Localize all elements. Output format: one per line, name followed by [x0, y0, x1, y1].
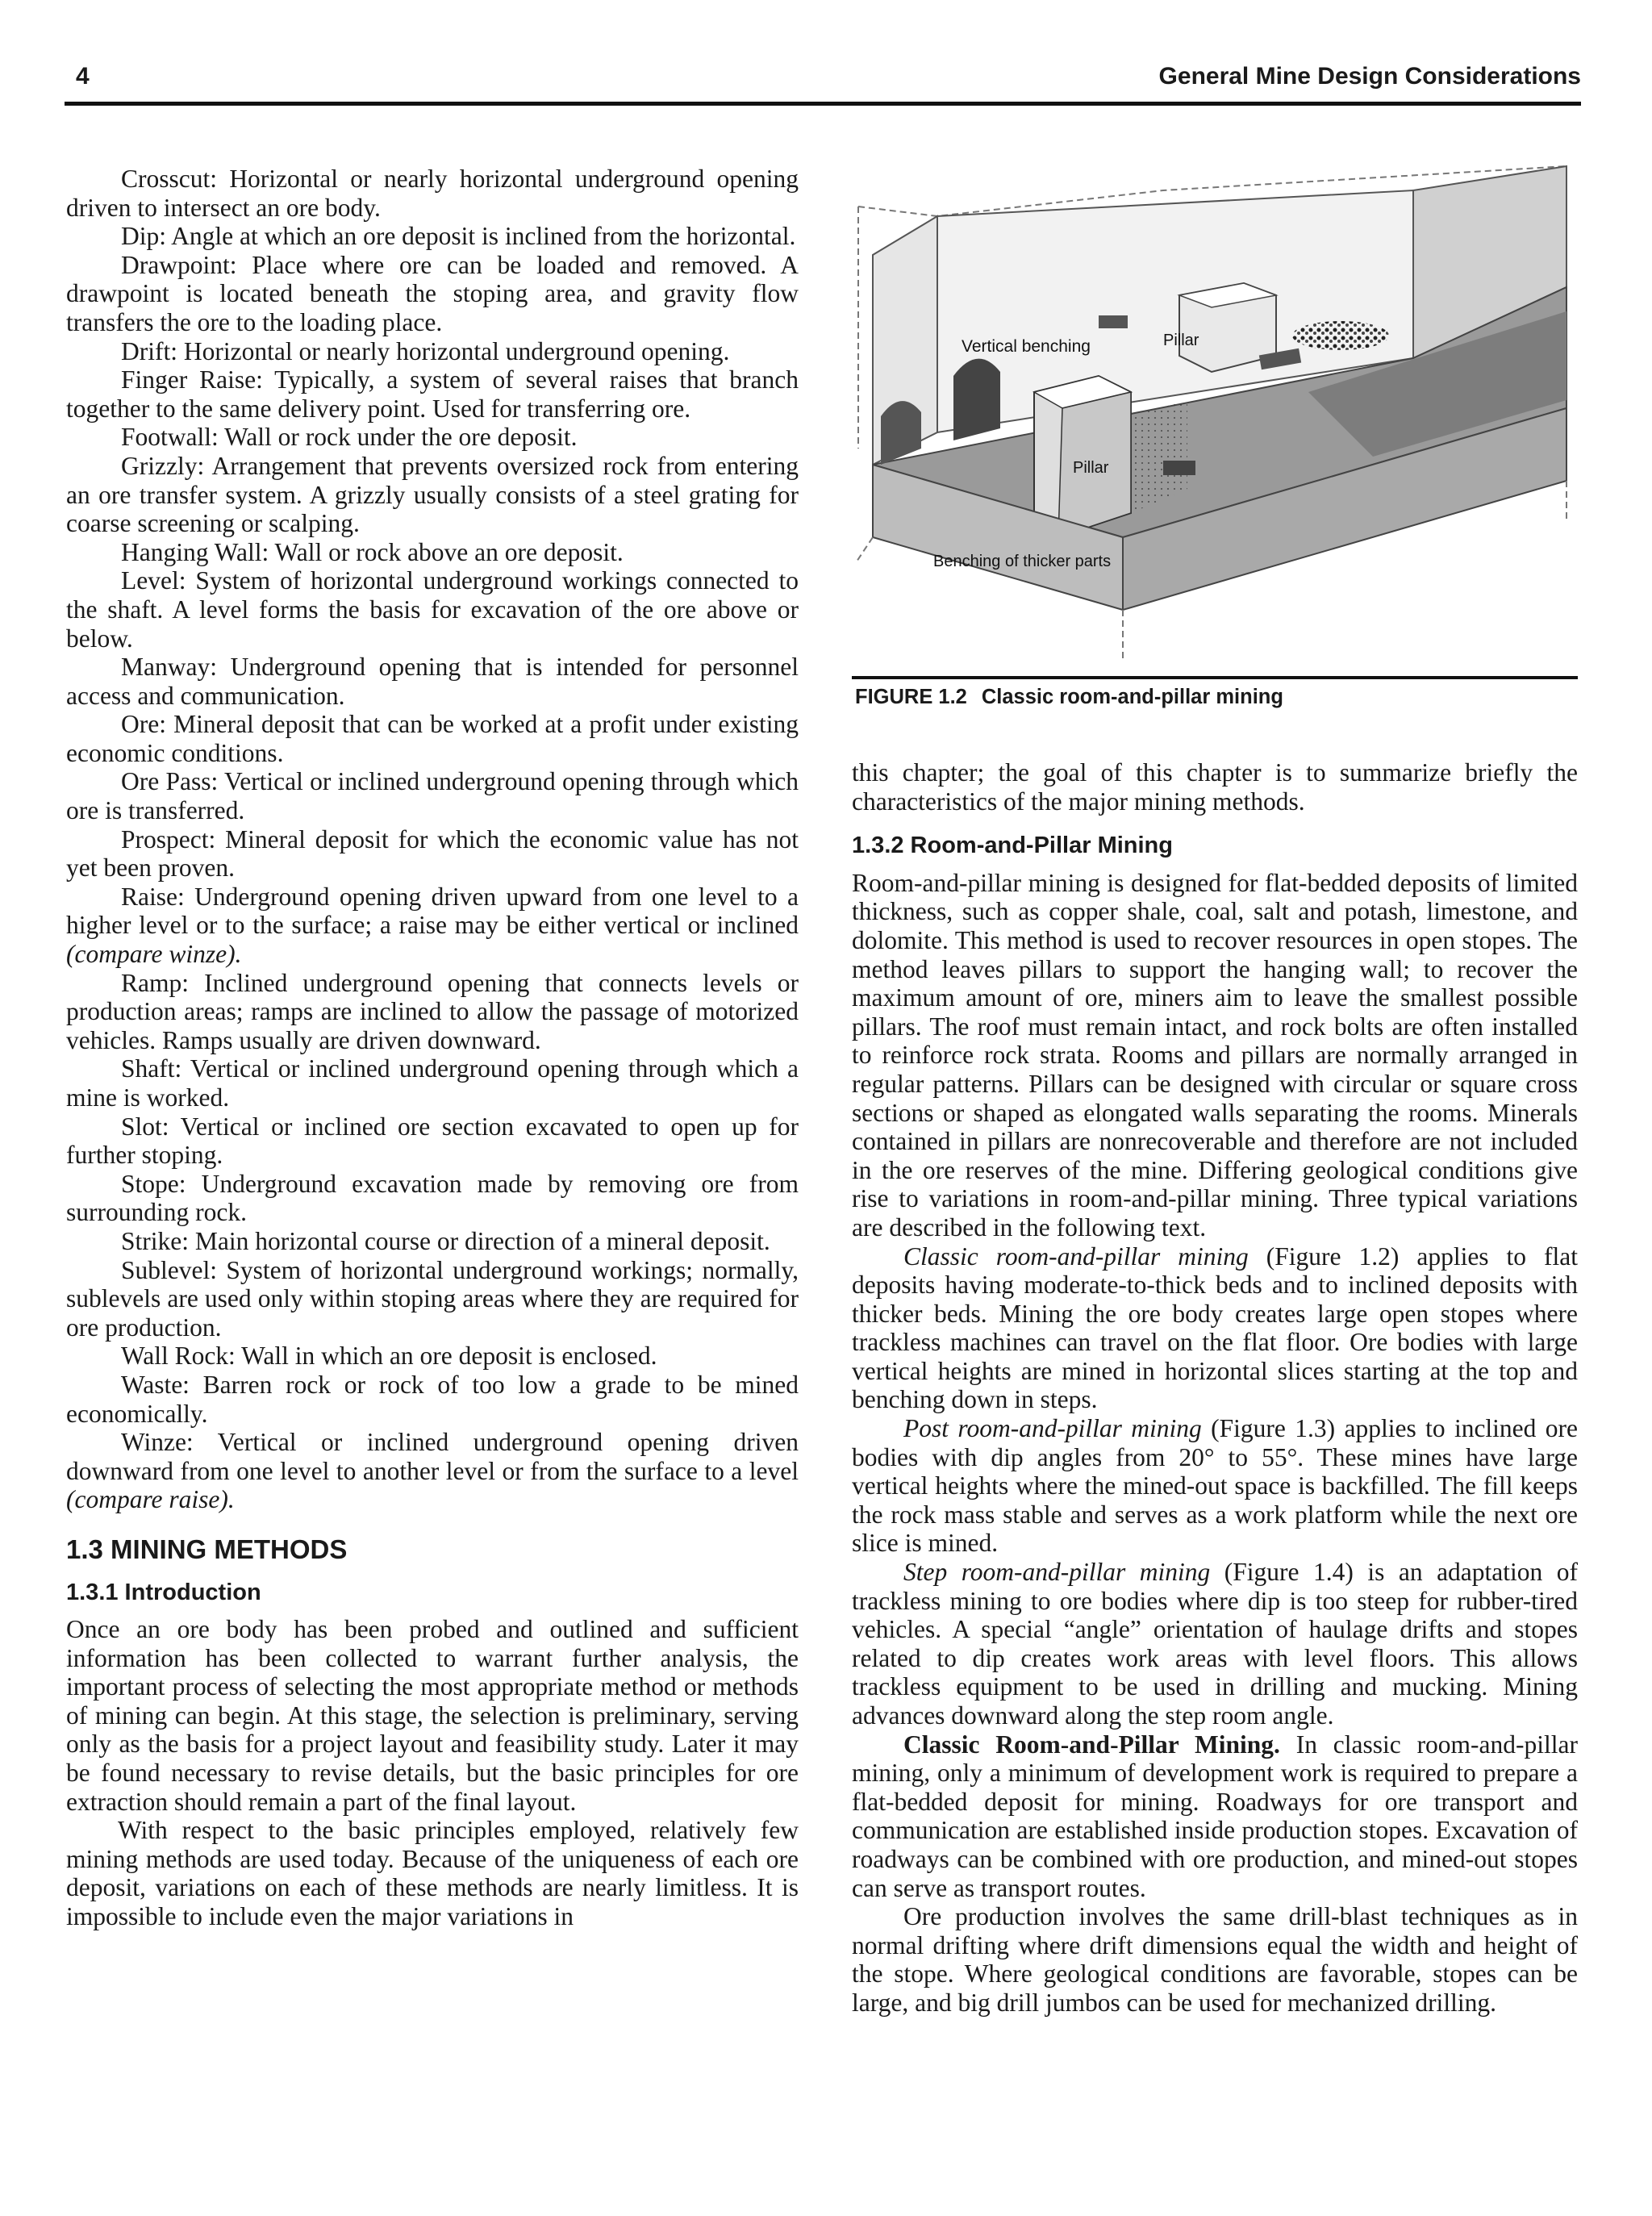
glossary-entry [66, 337, 799, 366]
continuation-paragraph: this chapter; the goal of this chapter is to summarize briefly the characteristics of the major mining methods. [852, 758, 1578, 816]
glossary-entry [66, 710, 799, 767]
glossary-term: Shaft: [121, 1054, 182, 1083]
label-benching: Benching of thicker parts [933, 553, 1112, 570]
glossary-term: Ore: [121, 710, 166, 739]
glossary-entry [66, 969, 799, 1055]
section-heading-mining-methods: 1.3 MINING METHODS [66, 1534, 348, 1564]
glossary-term: Ramp: [121, 968, 189, 997]
glossary-definition: System of horizontal underground workings; normally, sublevels are used only within stoping areas where they are required for ore production. [66, 1255, 799, 1342]
room-pillar-paragraph-4 [852, 1558, 1578, 1730]
glossary-definition: Underground excavation made by removing ore from surrounding rock. [66, 1169, 799, 1227]
classic-lead: Classic room-and-pillar mining [903, 1242, 1249, 1271]
glossary-entry [66, 825, 799, 883]
glossary-definition: System of horizontal underground workings connected to the shaft. A level forms the basis for excavation of the ore above or below. [66, 566, 799, 653]
subsection-heading-room-and-pillar: 1.3.2 Room-and-Pillar Mining [852, 833, 1173, 859]
glossary-entry [66, 653, 799, 710]
glossary-term: Level: [121, 566, 186, 595]
glossary-term: Crosscut: [121, 165, 218, 193]
room-pillar-paragraph-2 [852, 1242, 1578, 1415]
page-number: 4 [76, 63, 90, 90]
figure-room-and-pillar [857, 158, 1578, 674]
figure-caption [855, 686, 1283, 709]
glossary-crossref: (compare winze). [66, 940, 242, 969]
glossary-entry [66, 1112, 799, 1170]
classic-heading-run: Classic Room-and-Pillar Mining. [903, 1730, 1280, 1759]
label-pillar-front: Pillar [1073, 459, 1109, 477]
glossary-definition: Vertical or inclined underground opening driven downward from one level to another level or from the surface to a level [66, 1428, 799, 1485]
glossary-entry [66, 1170, 799, 1227]
glossary-entry [66, 423, 799, 452]
intro-paragraph-1: Once an ore body has been probed and outlined and sufficient information has been collected to warrant further analysis, the important process of selecting the most appropriate method or methods of mining can begin. At this stage, the selection is preliminary, serving only as the basis for a project layout and feasibility study. Later it may be found necessary to revise details, but the basic principles for ore extraction should remain a part of the final layout. [66, 1615, 799, 1816]
subsection-heading-introduction: 1.3.1 Introduction [66, 1579, 261, 1605]
glossary-entry [66, 767, 799, 824]
glossary-term: Winze: [121, 1428, 194, 1457]
room-pillar-paragraph-5 [852, 1730, 1578, 1903]
glossary-term: Drift: [121, 336, 177, 365]
glossary-term: Hanging Wall: [121, 537, 269, 566]
classic-detail-text: In classic room-and-pillar mining, only a minimum of development work is required to prepare a flat-bedded deposit for mining. Roadways for ore transport and communication are established inside production stopes. Excavation of roadways can be combined with ore production, and mined-out stopes can serve as transport routes. [852, 1730, 1578, 1902]
glossary-term: Prospect: [121, 824, 216, 853]
glossary-definition: Barren rock or rock of too low a grade to be mined economically. [66, 1370, 799, 1428]
glossary-entry [66, 1227, 799, 1256]
glossary-term: Drawpoint: [121, 250, 237, 279]
glossary-definition: Typically, a system of several raises that branch together to the same delivery point. Used for transferring ore. [66, 365, 799, 423]
glossary-term: Finger Raise: [121, 365, 263, 394]
intro-paragraph-2: With respect to the basic principles employed, relatively few mining methods are used today. Because of the uniqueness of each ore deposit, variations on each of these methods are nearly limitless. It is impossible to include even the major variations in [66, 1816, 799, 1931]
glossary-definition: Mineral deposit for which the economic value has not yet been proven. [66, 824, 799, 883]
glossary-term: Strike: [121, 1226, 189, 1255]
glossary-term: Grizzly: [121, 451, 205, 480]
glossary-definition: Vertical or inclined underground opening through which ore is transferred. [66, 767, 799, 825]
step-lead: Step room-and-pillar mining [903, 1558, 1211, 1587]
glossary-definition: Inclined underground opening that connects levels or production areas; ramps are inclined to allow the passage of motorized vehicles. Ramps usually are driven downward. [66, 968, 799, 1054]
left-column [66, 165, 799, 1931]
glossary-entry [66, 165, 799, 222]
glossary-definition: Main horizontal course or direction of a mineral deposit. [194, 1226, 770, 1255]
running-title: General Mine Design Considerations [1158, 63, 1581, 90]
caption-rule [852, 676, 1578, 679]
glossary-term: Dip: [121, 222, 167, 251]
room-pillar-paragraph-6: Ore production involves the same drill-blast techniques as in normal drifting where drift dimensions equal the width and height of the stope. Where geological conditions are favorable, stopes can be large, and big drill jumbos can be used for mechanized drilling. [852, 1902, 1578, 2017]
label-pillar-top: Pillar [1163, 332, 1199, 349]
glossary-definition: Vertical or inclined underground opening through which a mine is worked. [66, 1054, 799, 1112]
room-pillar-paragraph-3 [852, 1414, 1578, 1558]
glossary-term: Waste: [121, 1370, 190, 1399]
glossary-term: Stope: [121, 1169, 186, 1198]
glossary-definition: Wall or rock above an ore deposit. [274, 537, 624, 566]
glossary-term: Ore Pass: [121, 767, 219, 796]
step-text: (Figure 1.4) is an adaptation of trackless mining to ore bodies where dip is too steep for rubber-tired vehicles. A special “angle” orientation of haulage drifts and stopes related to dip creates work areas with level floors. This allows trackless equipment to be used in drilling and mucking. Mining advances downward along the step room angle. [852, 1558, 1578, 1730]
glossary-term: Manway: [121, 653, 217, 682]
glossary-entry [66, 222, 799, 251]
classic-text: (Figure 1.2) applies to flat deposits having moderate-to-thick beds and to inclined deposits with thicker beds. Mining the ore body creates large open stopes where trackless machines can travel on the flat floor. Ore bodies with large vertical heights are mined in horizontal slices starting at the top and benching down in steps. [852, 1242, 1578, 1414]
glossary-definition: Arrangement that prevents oversized rock from entering an ore transfer system. A grizzly usually consists of a steel grating for coarse screening or scalping. [66, 451, 799, 538]
glossary-entry [66, 883, 799, 969]
glossary-definition: Place where ore can be loaded and removed. A drawpoint is located beneath the stoping area, and gravity flow transfers the ore to the loading place. [66, 250, 799, 336]
glossary-entry [66, 1054, 799, 1112]
label-vertical-benching: Vertical benching [962, 337, 1091, 356]
glossary-definition: Wall in which an ore deposit is enclosed. [241, 1342, 657, 1371]
glossary-entry [66, 1428, 799, 1514]
glossary-list [66, 165, 799, 1514]
glossary-term: Raise: [121, 882, 185, 911]
glossary-definition: Wall or rock under the ore deposit. [224, 423, 578, 452]
page-header [65, 63, 1581, 100]
glossary-definition: Underground opening that is intended for personnel access and communication. [66, 653, 799, 710]
glossary-definition: Horizontal or nearly horizontal underground opening driven to intersect an ore body. [66, 165, 799, 222]
glossary-entry [66, 1371, 799, 1428]
glossary-definition: Underground opening driven upward from one level to a higher level or to the surface; a raise may be either vertical or inclined [66, 882, 799, 940]
glossary-definition: Horizontal or nearly horizontal underground opening. [183, 336, 730, 365]
glossary-term: Wall Rock: [121, 1342, 236, 1371]
glossary-entry [66, 1256, 799, 1342]
room-and-pillar-illustration [857, 158, 1578, 674]
glossary-term: Sublevel: [121, 1255, 217, 1284]
glossary-entry [66, 365, 799, 423]
glossary-entry [66, 452, 799, 538]
post-lead: Post room-and-pillar mining [903, 1414, 1202, 1443]
glossary-entry [66, 1342, 799, 1371]
post-text: (Figure 1.3) applies to inclined ore bodies with dip angles from 20° to 55°. These mines have large vertical heights where the mined-out space is backfilled. The fill keeps the rock mass stable and serves as a work platform while the next ore slice is mined. [852, 1414, 1578, 1558]
glossary-entry [66, 251, 799, 337]
glossary-definition: Angle at which an ore deposit is inclined from the horizontal. [171, 222, 796, 251]
glossary-entry [66, 538, 799, 567]
glossary-definition: Mineral deposit that can be worked at a profit under existing economic conditions. [66, 710, 799, 767]
glossary-term: Slot: [121, 1112, 169, 1141]
glossary-entry [66, 566, 799, 653]
glossary-crossref: (compare raise). [66, 1485, 235, 1514]
right-column [852, 758, 1578, 2018]
header-rule [65, 102, 1581, 106]
glossary-definition: Vertical or inclined ore section excavated to open up for further stoping. [66, 1112, 799, 1170]
figure-caption-text: Classic room-and-pillar mining [981, 686, 1283, 708]
figure-number: FIGURE 1.2 [855, 686, 967, 708]
glossary-term: Footwall: [121, 423, 219, 452]
room-pillar-paragraph-1: Room-and-pillar mining is designed for flat-bedded deposits of limited thickness, such as copper shale, coal, salt and potash, limestone, and dolomite. This method is used to recover resources in open stopes. The method leaves pillars to support the hanging wall; to recover the maximum amount of ore, miners aim to leave the smallest possible pillars. The roof must remain intact, and rock bolts are often installed to reinforce rock strata. Rooms and pillars are normally arranged in regular patterns. Pillars can be designed with circular or square cross sections or shaped as elongated walls separating the rooms. Minerals contained in pillars are nonrecoverable and therefore are not included in the ore reserves of the mine. Differing geological conditions give rise to variations in room-and-pillar mining. Three typical variations are described in the following text. [852, 868, 1578, 1242]
